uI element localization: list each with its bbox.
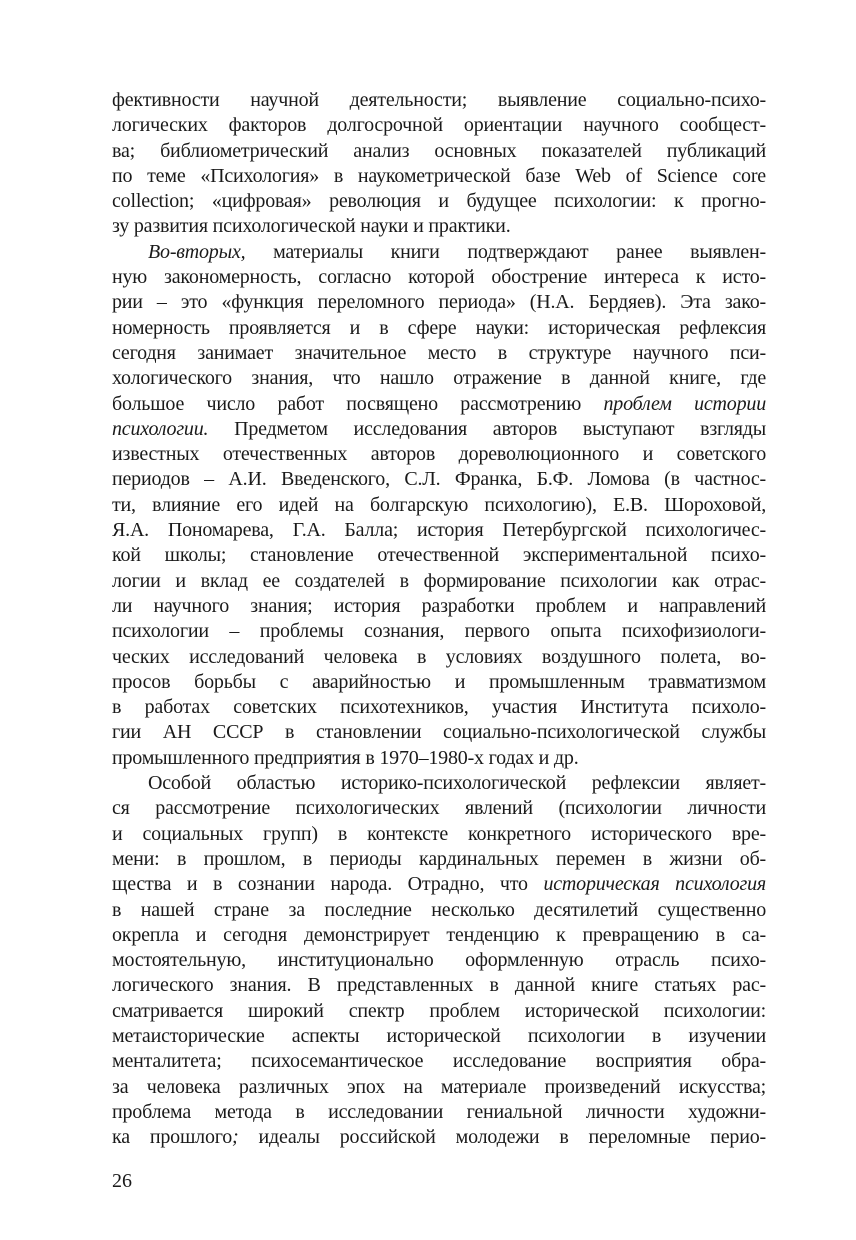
text-line xyxy=(112,1049,766,1074)
text-line xyxy=(112,746,766,771)
text-segment: Предметом исследования авторов выступают взгляды xyxy=(208,417,766,440)
text-line xyxy=(112,771,766,796)
text-segment: сегодня занимает значительное место в структуре научного пси- xyxy=(112,341,766,364)
text-line xyxy=(112,88,766,113)
text-segment: большое число работ посвящено рассмотрению xyxy=(112,392,604,415)
text-segment: сматривается широкий спектр проблем исторической психологии: xyxy=(112,999,766,1022)
body-text xyxy=(112,88,766,1150)
italic-text: психологии. xyxy=(112,417,209,440)
text-segment: гии АН СССР в становлении социально-психологической службы xyxy=(112,721,766,744)
text-line xyxy=(112,822,766,847)
text-line xyxy=(112,139,766,164)
text-line xyxy=(112,518,766,543)
italic-text: проблем истории xyxy=(603,392,766,415)
text-segment: ческих исследований человека в условиях воздушного полета, во- xyxy=(112,645,766,668)
text-line xyxy=(112,948,766,973)
text-segment: менталитета; психосемантическое исследование восприятия обра- xyxy=(112,1050,766,1073)
text-line xyxy=(112,240,766,265)
text-segment: мостоятельную, институционально оформленную отрасль психо- xyxy=(112,949,766,972)
text-line xyxy=(112,569,766,594)
text-segment: щества и в сознании народа. Отрадно, что xyxy=(112,873,544,896)
text-line xyxy=(112,265,766,290)
text-segment: ти, влияние его идей на болгарскую психологию), Е.В. Шороховой, xyxy=(112,493,766,516)
text-line xyxy=(112,214,766,239)
text-line xyxy=(112,543,766,568)
text-segment: известных отечественных авторов дореволюционного и советского xyxy=(112,443,766,466)
text-line xyxy=(112,164,766,189)
text-line xyxy=(112,290,766,315)
text-segment: окрепла и сегодня демонстрирует тенденцию к превращению в са- xyxy=(112,923,766,946)
text-segment: психологии – проблемы сознания, первого опыта психофизиологи- xyxy=(112,620,766,643)
text-segment: рии – это «функция переломного периода» (Н.А. Бердяев). Эта зако- xyxy=(112,291,766,314)
text-line xyxy=(112,999,766,1024)
text-line xyxy=(112,1075,766,1100)
text-line xyxy=(112,619,766,644)
text-line xyxy=(112,720,766,745)
text-line xyxy=(112,392,766,417)
text-line xyxy=(112,189,766,214)
text-segment: логических факторов долгосрочной ориентации научного сообщест- xyxy=(112,114,766,137)
text-segment: метаисторические аспекты исторической психологии в изучении xyxy=(112,1024,766,1047)
text-segment: в работах советских психотехников, участия Института психоло- xyxy=(112,696,766,719)
text-line xyxy=(112,670,766,695)
text-line xyxy=(112,847,766,872)
text-segment: мени: в прошлом, в периоды кардинальных перемен в жизни об- xyxy=(112,847,766,870)
text-line xyxy=(112,341,766,366)
text-segment: ли научного знания; история разработки проблем и направлений xyxy=(112,594,766,617)
text-line xyxy=(112,493,766,518)
text-segment: промышленного предприятия в 1970–1980-х годах и др. xyxy=(112,746,579,769)
text-segment: за человека различных эпох на материале произведений искусства; xyxy=(112,1075,766,1098)
text-line xyxy=(112,923,766,948)
text-line xyxy=(112,973,766,998)
italic-text: ; xyxy=(232,1126,239,1149)
text-segment: идеалы российской молодежи в переломные перио- xyxy=(238,1126,766,1149)
text-line xyxy=(112,113,766,138)
text-segment: периодов – А.И. Введенского, С.Л. Франка, Б.Ф. Ломова (в частнос- xyxy=(112,468,766,491)
text-segment: Я.А. Пономарева, Г.А. Балла; история Петербургской психологичес- xyxy=(112,519,766,542)
text-segment: в нашей стране за последние несколько десятилетий существенно xyxy=(112,898,766,921)
text-line xyxy=(112,316,766,341)
text-segment: проблема метода в исследовании гениальной личности художни- xyxy=(112,1100,766,1123)
text-line xyxy=(112,1100,766,1125)
page-number: 26 xyxy=(112,1170,132,1192)
text-line xyxy=(112,366,766,391)
text-line xyxy=(112,1024,766,1049)
text-segment: зу развития психологической науки и практики. xyxy=(112,215,511,238)
text-segment: номерность проявляется и в сфере науки: историческая рефлексия xyxy=(112,316,766,339)
text-segment: ка прошлого xyxy=(112,1126,233,1149)
text-segment: ся рассмотрение психологических явлений (психологии личности xyxy=(112,797,766,820)
text-line xyxy=(112,796,766,821)
text-line xyxy=(112,1125,766,1150)
text-segment: и социальных групп) в контексте конкретного исторического вре- xyxy=(112,822,766,845)
text-line xyxy=(112,645,766,670)
text-line xyxy=(112,898,766,923)
text-line xyxy=(112,417,766,442)
text-segment: хологического знания, что нашло отражение в данной книге, где xyxy=(112,367,766,390)
text-segment: просов борьбы с аварийностью и промышленным травматизмом xyxy=(112,670,766,693)
text-segment: collection; «цифровая» революция и будущее психологии: к прогно- xyxy=(112,190,766,213)
text-segment: логического знания. В представленных в данной книге статьях рас- xyxy=(112,974,766,997)
text-segment: Особой областью историко-психологической рефлексии являет- xyxy=(148,772,766,795)
text-line xyxy=(112,695,766,720)
text-line xyxy=(112,467,766,492)
text-line xyxy=(112,594,766,619)
text-line xyxy=(112,872,766,897)
text-segment: материалы книги подтверждают ранее выявлен- xyxy=(245,240,766,263)
text-segment: фективности научной деятельности; выявление социально-психо- xyxy=(112,89,766,111)
italic-text: историческая психология xyxy=(543,873,766,896)
text-line xyxy=(112,442,766,467)
text-segment: ную закономерность, согласно которой обострение интереса к исто- xyxy=(112,266,766,289)
text-segment: по теме «Психология» в наукометрической базе Web of Science core xyxy=(112,164,766,187)
text-segment: кой школы; становление отечественной экспериментальной психо- xyxy=(112,544,766,567)
text-segment: логии и вклад ее создателей в формирование психологии как отрас- xyxy=(112,569,766,592)
italic-text: Во-вторых, xyxy=(148,240,246,263)
text-segment: ва; библиометрический анализ основных показателей публикаций xyxy=(112,139,766,162)
